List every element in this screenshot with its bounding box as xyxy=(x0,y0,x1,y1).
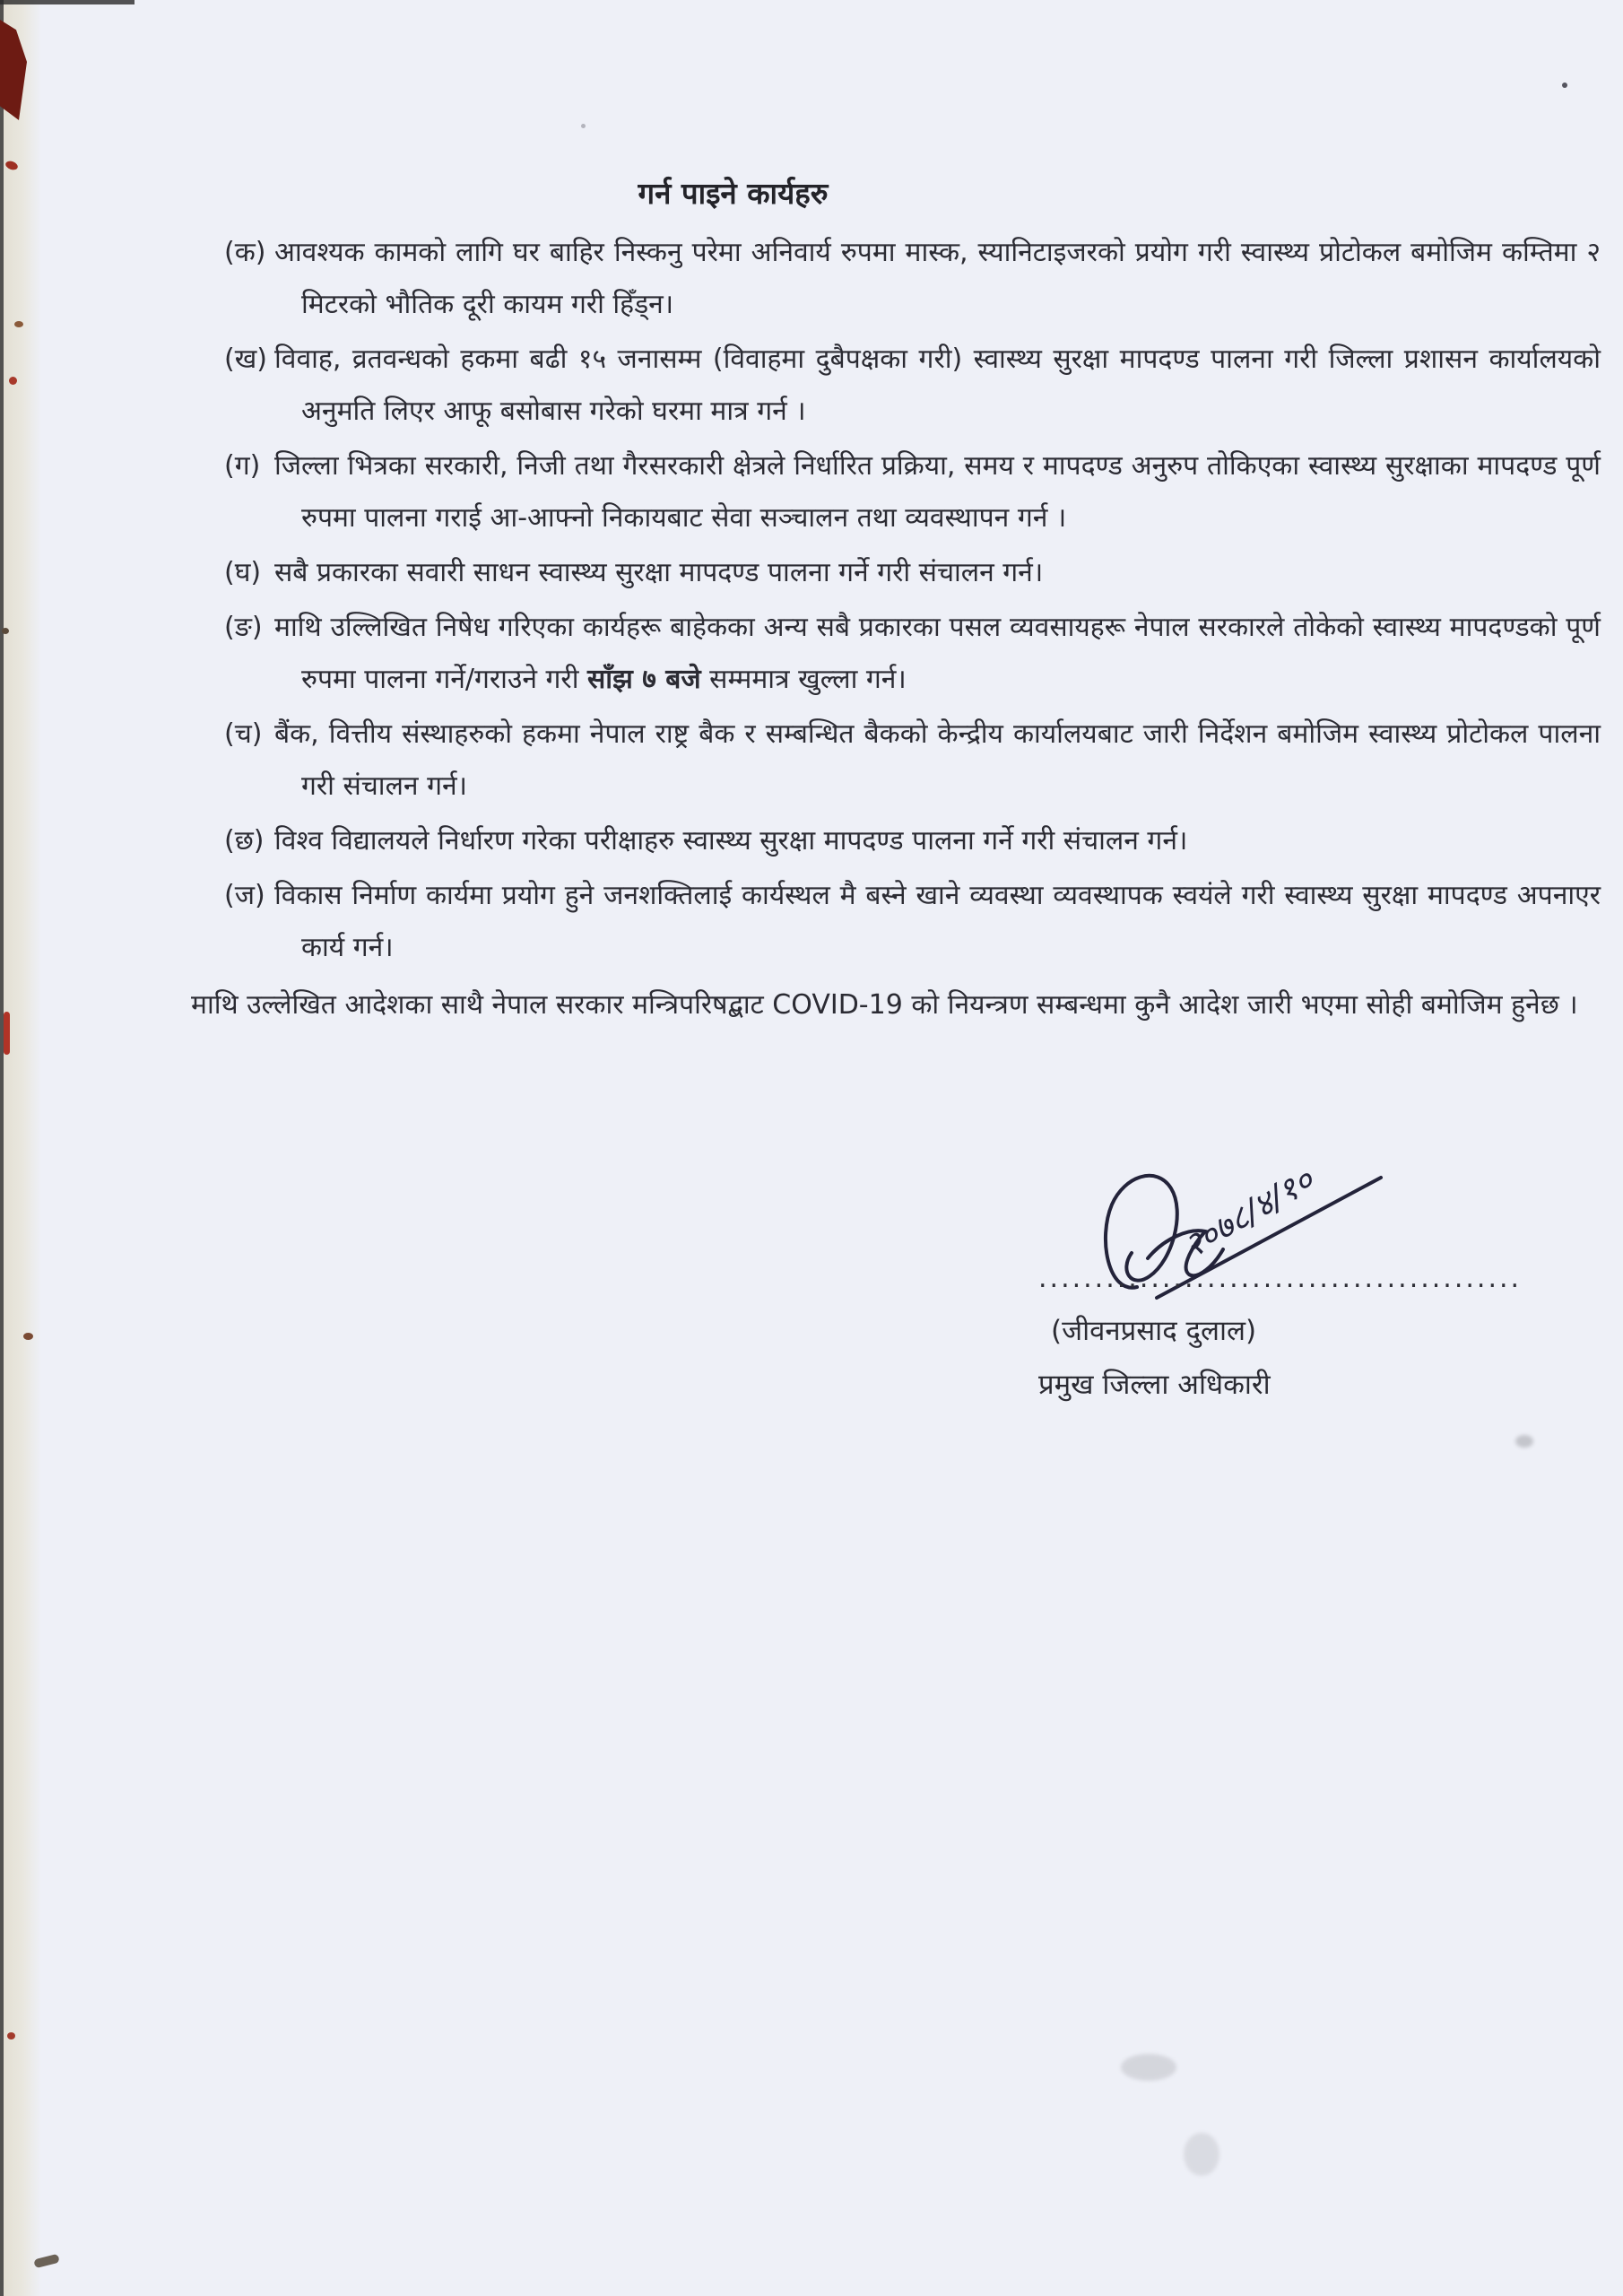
list-item-text: बैंक, वित्तीय संस्थाहरुको हकमा नेपाल राष्ट्र बैक र सम्बन्धित बैकको केन्द्रीय कार्यालयबाट जारी निर्देशन बमोजिम स्वास्थ्य प्रोटोकल पालना गरी संचालन गर्न। xyxy=(274,718,1601,802)
list-item xyxy=(224,602,1601,706)
list-item-text xyxy=(274,602,1601,706)
closing-paragraph: माथि उल्लेखित आदेशका साथै नेपाल सरकार मन्त्रिपरिषद्बाट COVID-19 को नियन्त्रण सम्बन्धमा कुनै आदेश जारी भएमा सोही बमोजिम हुनेछ । xyxy=(191,989,1578,1021)
list-item-label: (च) xyxy=(224,718,263,750)
list-item-label: (क) xyxy=(224,237,266,268)
scanner-top-edge xyxy=(0,0,135,4)
list-item-label: (छ) xyxy=(224,825,265,857)
list-item-text: विकास निर्माण कार्यमा प्रयोग हुने जनशक्तिलाई कार्यस्थल मै बस्ने खाने व्यवस्था व्यवस्थापक स्वयंले गरी स्वास्थ्य सुरक्षा मापदण्ड अपनाएर कार्य गर्न। xyxy=(274,880,1601,963)
list-item-text-segment: माथि उल्लिखित निषेध गरिएका कार्यहरू बाहेकका अन्य सबै प्रकारका पसल व्यवसायहरू नेपाल सरकारले तोकेको स्वास्थ्य मापदण्डको पूर्ण रुपमा पालना गर्ने/गराउने गरी xyxy=(274,612,1601,695)
pencil-smudge xyxy=(1184,2133,1219,2176)
dust-dot xyxy=(1562,83,1567,88)
list-item-text: जिल्ला भित्रका सरकारी, निजी तथा गैरसरकारी क्षेत्रले निर्धारित प्रक्रिया, समय र मापदण्ड अनुरुप तोकिएका स्वास्थ्य सुरक्षाका मापदण्ड पूर्ण रुपमा पालना गराई आ-आफ्नो निकायबाट सेवा सञ्चालन तथा व्यवस्थापन गर्न । xyxy=(274,450,1601,534)
list-item-text: विवाह, व्रतवन्धको हकमा बढी १५ जनासम्म (विवाहमा दुबैपक्षका गरी) स्वास्थ्य सुरक्षा मापदण्ड पालना गरी जिल्ला प्रशासन कार्यालयको अनुमति लिएर आफू बसोबास गरेको घरमा मात्र गर्न । xyxy=(274,344,1601,427)
list-item xyxy=(224,440,1601,544)
list-item xyxy=(224,547,1601,599)
list-item-label: (ङ) xyxy=(224,612,263,643)
ink-speck xyxy=(7,2032,15,2039)
list-item-label: (घ) xyxy=(224,557,262,588)
list-item-text: सबै प्रकारका सवारी साधन स्वास्थ्य सुरक्षा मापदण्ड पालना गर्ने गरी संचालन गर्न। xyxy=(274,557,1044,588)
list-item-text: आवश्यक कामको लागि घर बाहिर निस्कनु परेमा अनिवार्य रुपमा मास्क, स्यानिटाइजरको प्रयोग गरी स्वास्थ्य प्रोटोकल बमोजिम कम्तिमा २ मिटरको भौतिक दूरी कायम गरी हिँड्न। xyxy=(274,237,1601,320)
pencil-smudge xyxy=(1121,2054,1176,2081)
list-item-text-segment: सम्ममात्र खुल्ला गर्न। xyxy=(700,664,907,695)
list-item xyxy=(224,334,1601,438)
permitted-activities-list xyxy=(224,227,1601,974)
ink-speck xyxy=(23,1333,33,1340)
list-item xyxy=(224,815,1601,867)
page-title: गर्न पाइने कार्यहरु xyxy=(638,176,829,211)
list-item-label: (ख) xyxy=(224,344,267,375)
list-item xyxy=(224,870,1601,974)
signatory-designation: प्रमुख जिल्ला अधिकारी xyxy=(1038,1369,1271,1401)
signature-dotted-line: ........................................... xyxy=(1038,1263,1523,1294)
pencil-smudge xyxy=(1515,1435,1533,1448)
dust-dot xyxy=(581,124,586,128)
list-item-label: (ज) xyxy=(224,880,265,911)
list-item-text: विश्व विद्यालयले निर्धारण गरेका परीक्षाहरु स्वास्थ्य सुरक्षा मापदण्ड पालना गर्ने गरी संचालन गर्न। xyxy=(274,825,1188,857)
document-content xyxy=(0,172,1601,1031)
list-item xyxy=(224,709,1601,813)
list-item xyxy=(224,227,1601,331)
list-item-label: (ग) xyxy=(224,450,261,482)
signatory-name: (जीवनप्रसाद दुलाल) xyxy=(1051,1315,1257,1347)
list-item-bold-segment: साँझ ७ बजे xyxy=(587,664,701,695)
signature-date-handwritten: २०७८/४/१० xyxy=(1176,1161,1321,1266)
